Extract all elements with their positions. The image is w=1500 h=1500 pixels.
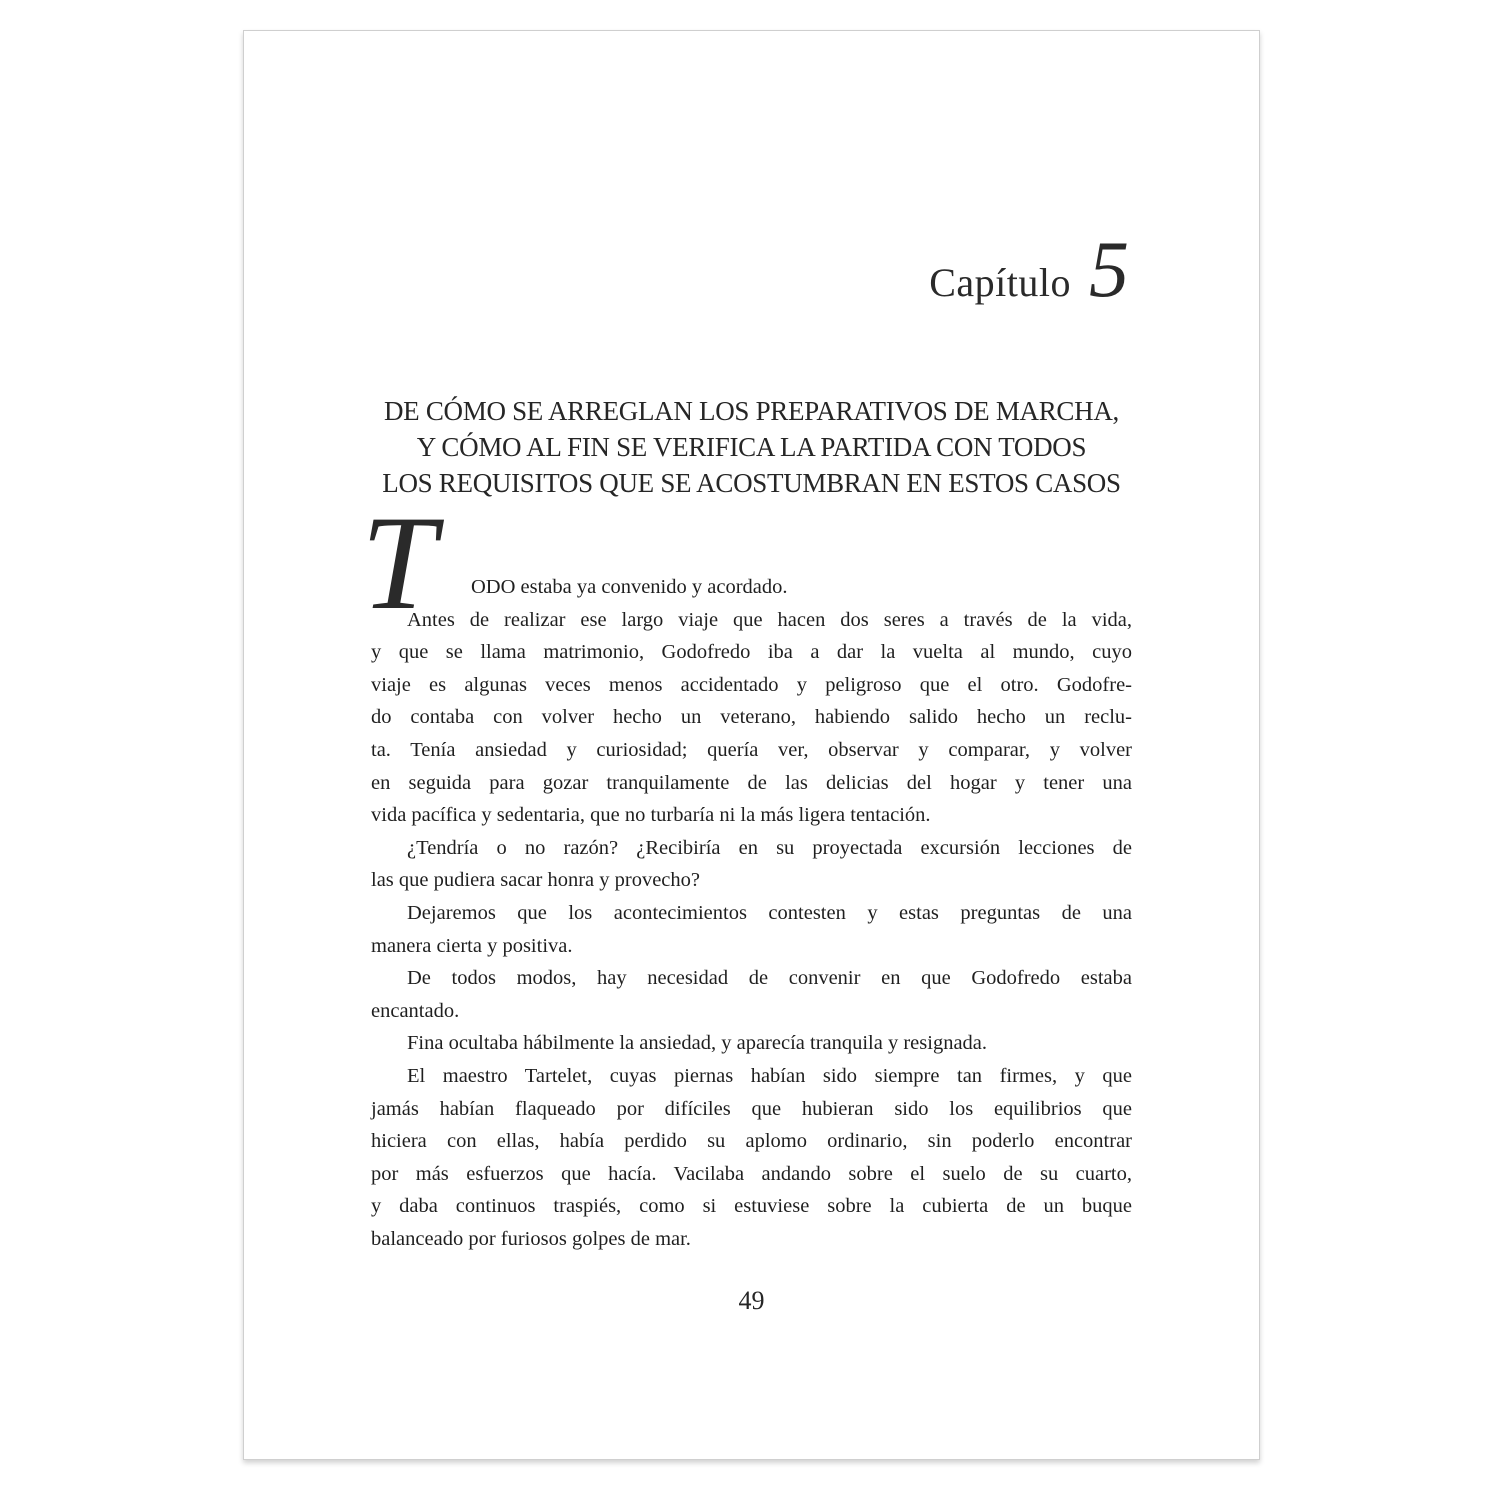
body-paragraph [371,832,1132,897]
text-line: jamás habían flaqueado por difíciles que hubieran sido los equilibrios que [371,1097,1132,1120]
text-line: y que se llama matrimonio, Godofredo iba a dar la vuelta al mundo, cuyo [371,641,1132,664]
book-page [243,30,1260,1460]
opening-paragraph-text: ODO estaba ya convenido y acordado. [471,576,788,598]
text-line: Fina ocultaba hábilmente la ansiedad, y aparecía tranquila y resignada. [407,1032,988,1055]
text-line: De todos modos, hay necesidad de convenir en que Godofredo estaba [407,967,1132,990]
body-paragraph [371,604,1132,832]
body-text [361,489,1132,1255]
text-line: El maestro Tartelet, cuyas piernas habían sido siempre tan firmes, y que [407,1064,1132,1087]
text-line: Dejaremos que los acontecimientos contesten y estas preguntas de una [407,901,1132,924]
subtitle-line: DE CÓMO SE ARREGLAN LOS PREPARATIVOS DE MARCHA, [383,396,1119,426]
body-paragraphs [371,604,1132,1256]
text-line: ta. Tenía ansiedad y curiosidad; quería ver, observar y comparar, y volver [371,738,1132,761]
text-line: las que pudiera sacar honra y provecho? [371,869,700,892]
text-line: por más esfuerzos que hacía. Vacilaba andando sobre el suelo de su cuarto, [371,1162,1132,1185]
text-line: ¿Tendría o no razón? ¿Recibiría en su proyectada excursión lecciones de [407,836,1132,859]
dropcap-initial: T [361,489,437,638]
text-line: Antes de realizar ese largo viaje que hacen dos seres a través de la vida, [407,608,1132,631]
text-line: do contaba con volver hecho un veterano, habiendo salido hecho un reclu- [371,706,1132,729]
text-line: viaje es algunas veces menos accidentado y peligroso que el otro. Godofre- [371,673,1132,696]
body-paragraph [371,1060,1132,1256]
text-line: manera cierta y positiva. [371,934,573,957]
page-number: 49 [738,1286,765,1315]
chapter-label: Capítulo [929,260,1071,305]
body-paragraph [371,962,1132,1027]
text-line: encantado. [371,999,460,1022]
subtitle-line: LOS REQUISITOS QUE SE ACOSTUMBRAN EN ESTOS CASOS [382,468,1121,498]
text-line: hiciera con ellas, había perdido su aplomo ordinario, sin poderlo encontrar [371,1130,1132,1153]
chapter-heading [929,226,1129,314]
chapter-number: 5 [1089,226,1129,314]
text-line: en seguida para gozar tranquilamente de las delicias del hogar y tener una [371,771,1132,794]
text-line: vida pacífica y sedentaria, que no turbaría ni la más ligera tentación. [371,804,931,827]
chapter-subtitle [371,393,1132,501]
text-line: balanceado por furiosos golpes de mar. [371,1227,691,1250]
body-paragraph [371,897,1132,962]
subtitle-line: Y CÓMO AL FIN SE VERIFICA LA PARTIDA CON TODOS [416,432,1087,462]
body-paragraph [371,1027,1132,1060]
text-line: y daba continuos traspiés, como si estuviese sobre la cubierta de un buque [371,1195,1132,1218]
